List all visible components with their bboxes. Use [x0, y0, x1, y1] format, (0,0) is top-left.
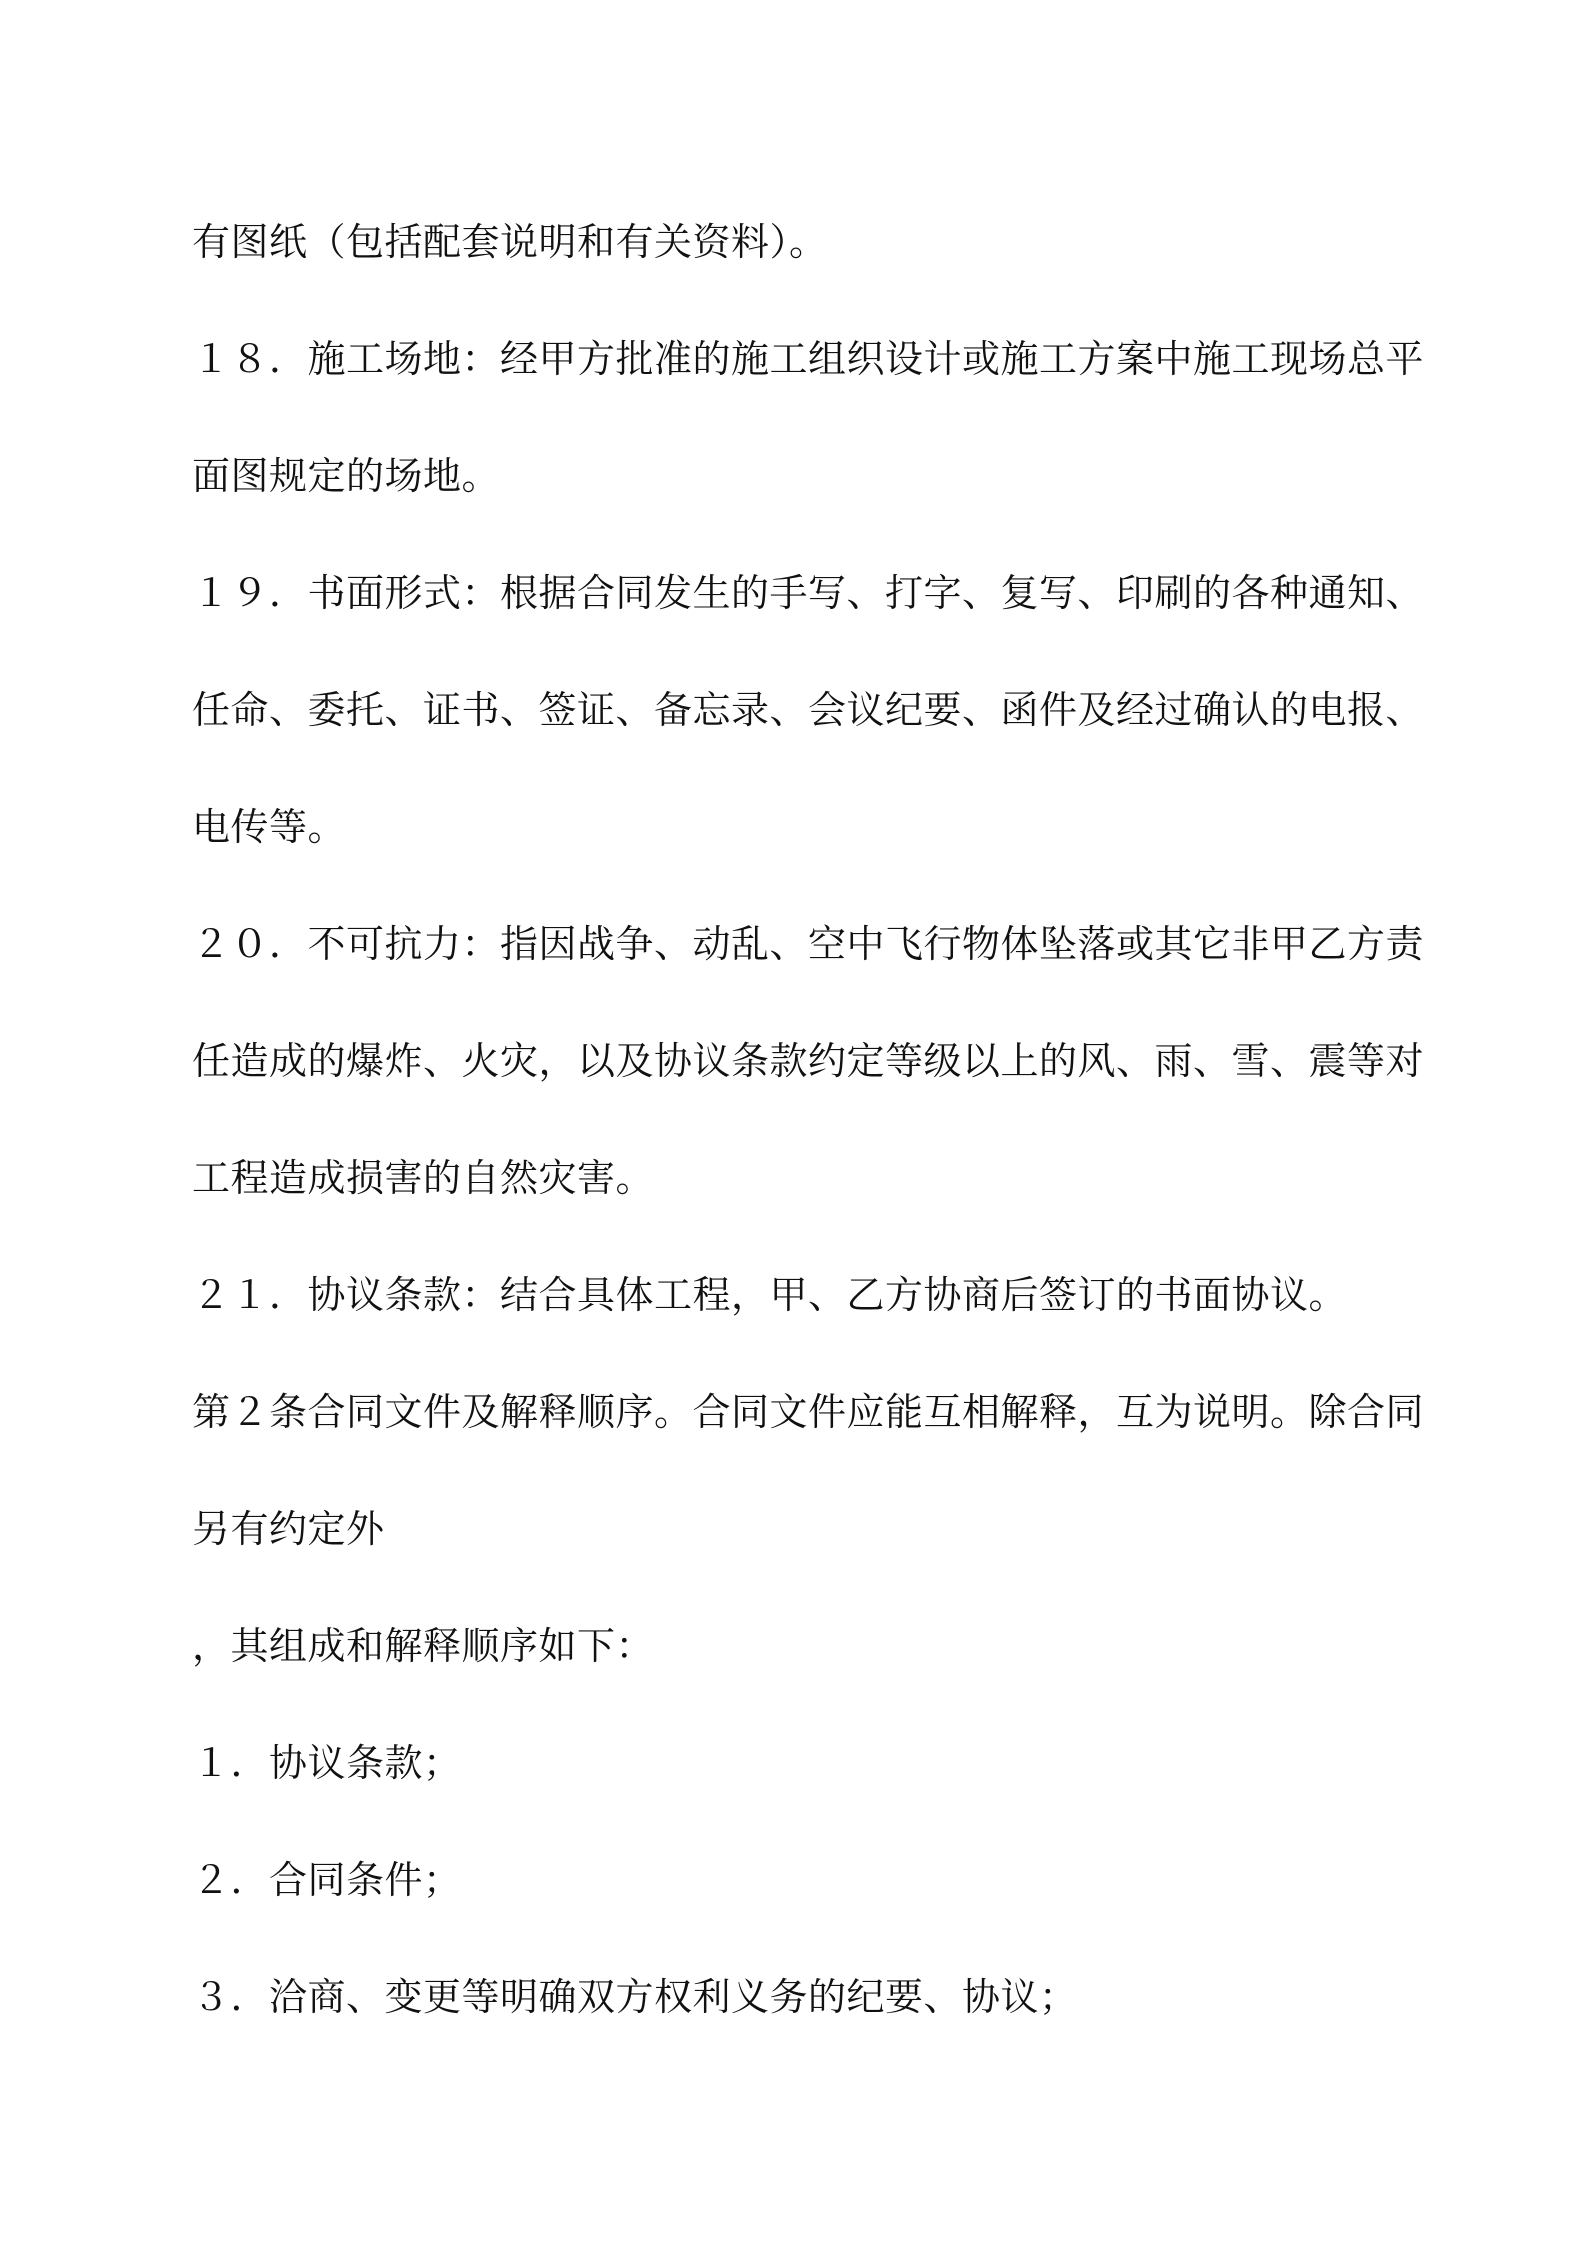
text-line: １９．书面形式：根据合同发生的手写、打字、复写、印刷的各种通知、: [192, 571, 1425, 615]
text-line: 任造成的爆炸、火灾，以及协议条款约定等级以上的风、雨、雪、震等对: [192, 1039, 1425, 1083]
text-line: ２１．协议条款：结合具体工程，甲、乙方协商后签订的书面协议。: [192, 1273, 1348, 1317]
text-line: ２０．不可抗力：指因战争、动乱、空中飞行物体坠落或其它非甲乙方责: [192, 922, 1425, 966]
text-line: ３．洽商、变更等明确双方权利义务的纪要、协议；: [192, 1975, 1078, 2019]
text-line: 第２条合同文件及解释顺序。合同文件应能互相解释，互为说明。除合同: [192, 1390, 1425, 1434]
text-line: ，其组成和解释顺序如下：: [192, 1624, 655, 1668]
text-line: 另有约定外: [192, 1507, 385, 1551]
text-line: ２．合同条件；: [192, 1858, 462, 1902]
text-line: １．协议条款；: [192, 1741, 462, 1785]
text-line: 电传等。: [192, 805, 347, 849]
text-line: １８．施工场地：经甲方批准的施工组织设计或施工方案中施工现场总平: [192, 337, 1425, 381]
text-line: 面图规定的场地。: [192, 454, 501, 498]
text-line: 任命、委托、证书、签证、备忘录、会议纪要、函件及经过确认的电报、: [192, 688, 1425, 732]
text-line: 有图纸（包括配套说明和有关资料）。: [192, 220, 828, 264]
text-line: 工程造成损害的自然灾害。: [192, 1156, 655, 1200]
